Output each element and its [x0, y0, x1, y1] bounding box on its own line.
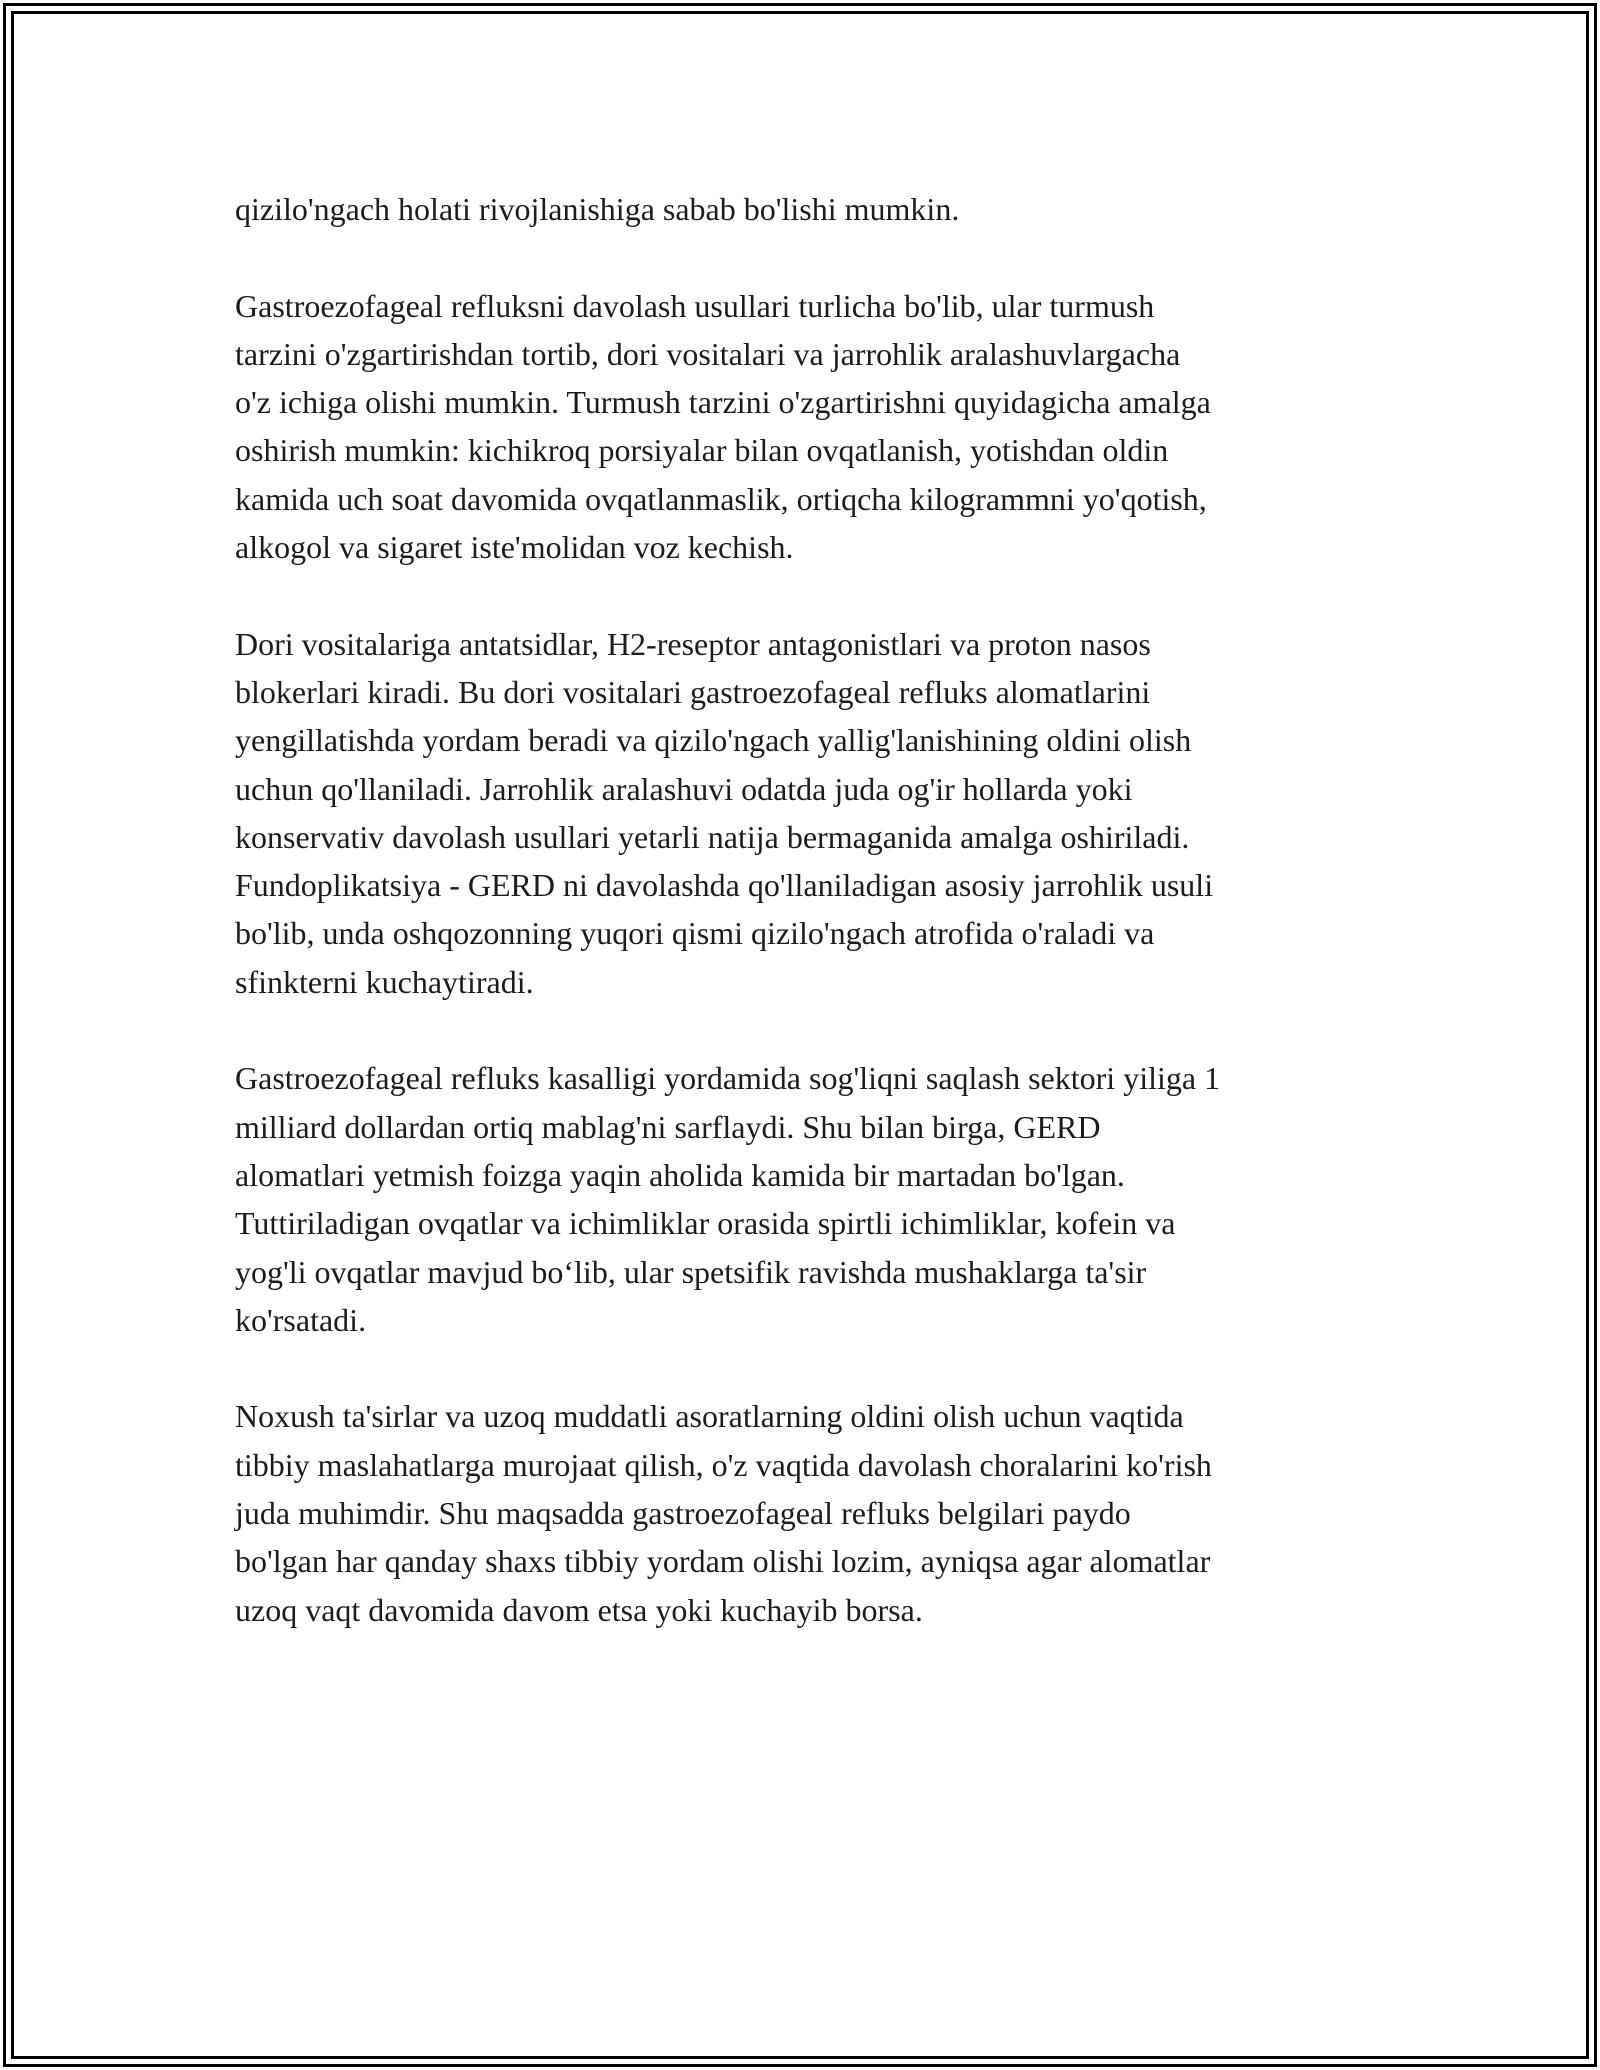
text-line: kamida uch soat davomida ovqatlanmaslik, ortiqcha kilogrammni yo'qotish, — [235, 480, 1207, 517]
text-line: Dori vositalariga antatsidlar, H2-reseptor antagonistlari va proton nasos — [235, 625, 1151, 662]
paragraph-5 — [235, 1392, 1385, 1633]
text-line: Noxush ta'sirlar va uzoq muddatli asoratlarning oldini olish uchun vaqtida — [235, 1398, 1184, 1435]
text-line: bo'lib, unda oshqozonning yuqori qismi qizilo'ngach atrofida o'raladi va — [235, 915, 1155, 952]
text-line: milliard dollardan ortiq mablag'ni sarflaydi. Shu bilan birga, GERD — [235, 1108, 1101, 1145]
text-line: bo'lgan har qanday shaxs tibbiy yordam olishi lozim, ayniqsa agar alomatlar — [235, 1543, 1211, 1580]
text-line: oshirish mumkin: kichikroq porsiyalar bilan ovqatlanish, yotishdan oldin — [235, 432, 1169, 469]
text-line: yengillatishda yordam beradi va qizilo'ngach yallig'lanishining oldini olish — [235, 722, 1192, 759]
paragraph-3 — [235, 620, 1385, 1006]
text-line: uzoq vaqt davomida davom etsa yoki kuchayib borsa. — [235, 1591, 923, 1628]
paragraph-2 — [235, 282, 1385, 572]
text-line: alomatlari yetmish foizga yaqin aholida kamida bir martadan bo'lgan. — [235, 1156, 1125, 1193]
text-line: sfinkterni kuchaytiradi. — [235, 963, 534, 1000]
text-line: alkogol va sigaret iste'molidan voz kechish. — [235, 529, 794, 566]
text-line: uchun qo'llaniladi. Jarrohlik aralashuvi odatda juda og'ir hollarda yoki — [235, 770, 1133, 807]
paragraph-4 — [235, 1054, 1385, 1344]
text-line: o'z ichiga olishi mumkin. Turmush tarzini o'zgartirishni quyidagicha amalga — [235, 384, 1211, 421]
text-line: Tuttiriladigan ovqatlar va ichimliklar orasida spirtli ichimliklar, kofein va — [235, 1205, 1176, 1242]
text-line: Gastroezofageal refluks kasalligi yordamida sog'liqni saqlash sektori yiliga 1 — [235, 1060, 1221, 1097]
document-body — [235, 185, 1385, 1682]
text-line: konservativ davolash usullari yetarli natija bermaganida amalga oshiriladi. — [235, 818, 1190, 855]
text-line: qizilo'ngach holati rivojlanishiga sabab bo'lishi mumkin. — [235, 191, 960, 227]
text-line: Fundoplikatsiya - GERD ni davolashda qo'llaniladigan asosiy jarrohlik usuli — [235, 867, 1214, 904]
text-line: juda muhimdir. Shu maqsadda gastroezofageal refluks belgilari paydo — [235, 1495, 1131, 1532]
text-line: Gastroezofageal refluksni davolash usullari turlicha bo'lib, ular turmush — [235, 287, 1155, 324]
text-line: ko'rsatadi. — [235, 1301, 367, 1338]
paragraph-1 — [235, 185, 1385, 233]
text-line: tibbiy maslahatlarga murojaat qilish, o'z vaqtida davolash choralarini ko'rish — [235, 1446, 1212, 1483]
text-line: tarzini o'zgartirishdan tortib, dori vositalari va jarrohlik aralashuvlargacha — [235, 335, 1181, 372]
text-line: yog'li ovqatlar mavjud bo‘lib, ular spetsifik ravishda mushaklarga ta'sir — [235, 1253, 1147, 1290]
text-line: blokerlari kiradi. Bu dori vositalari gastroezofageal refluks alomatlarini — [235, 673, 1151, 710]
